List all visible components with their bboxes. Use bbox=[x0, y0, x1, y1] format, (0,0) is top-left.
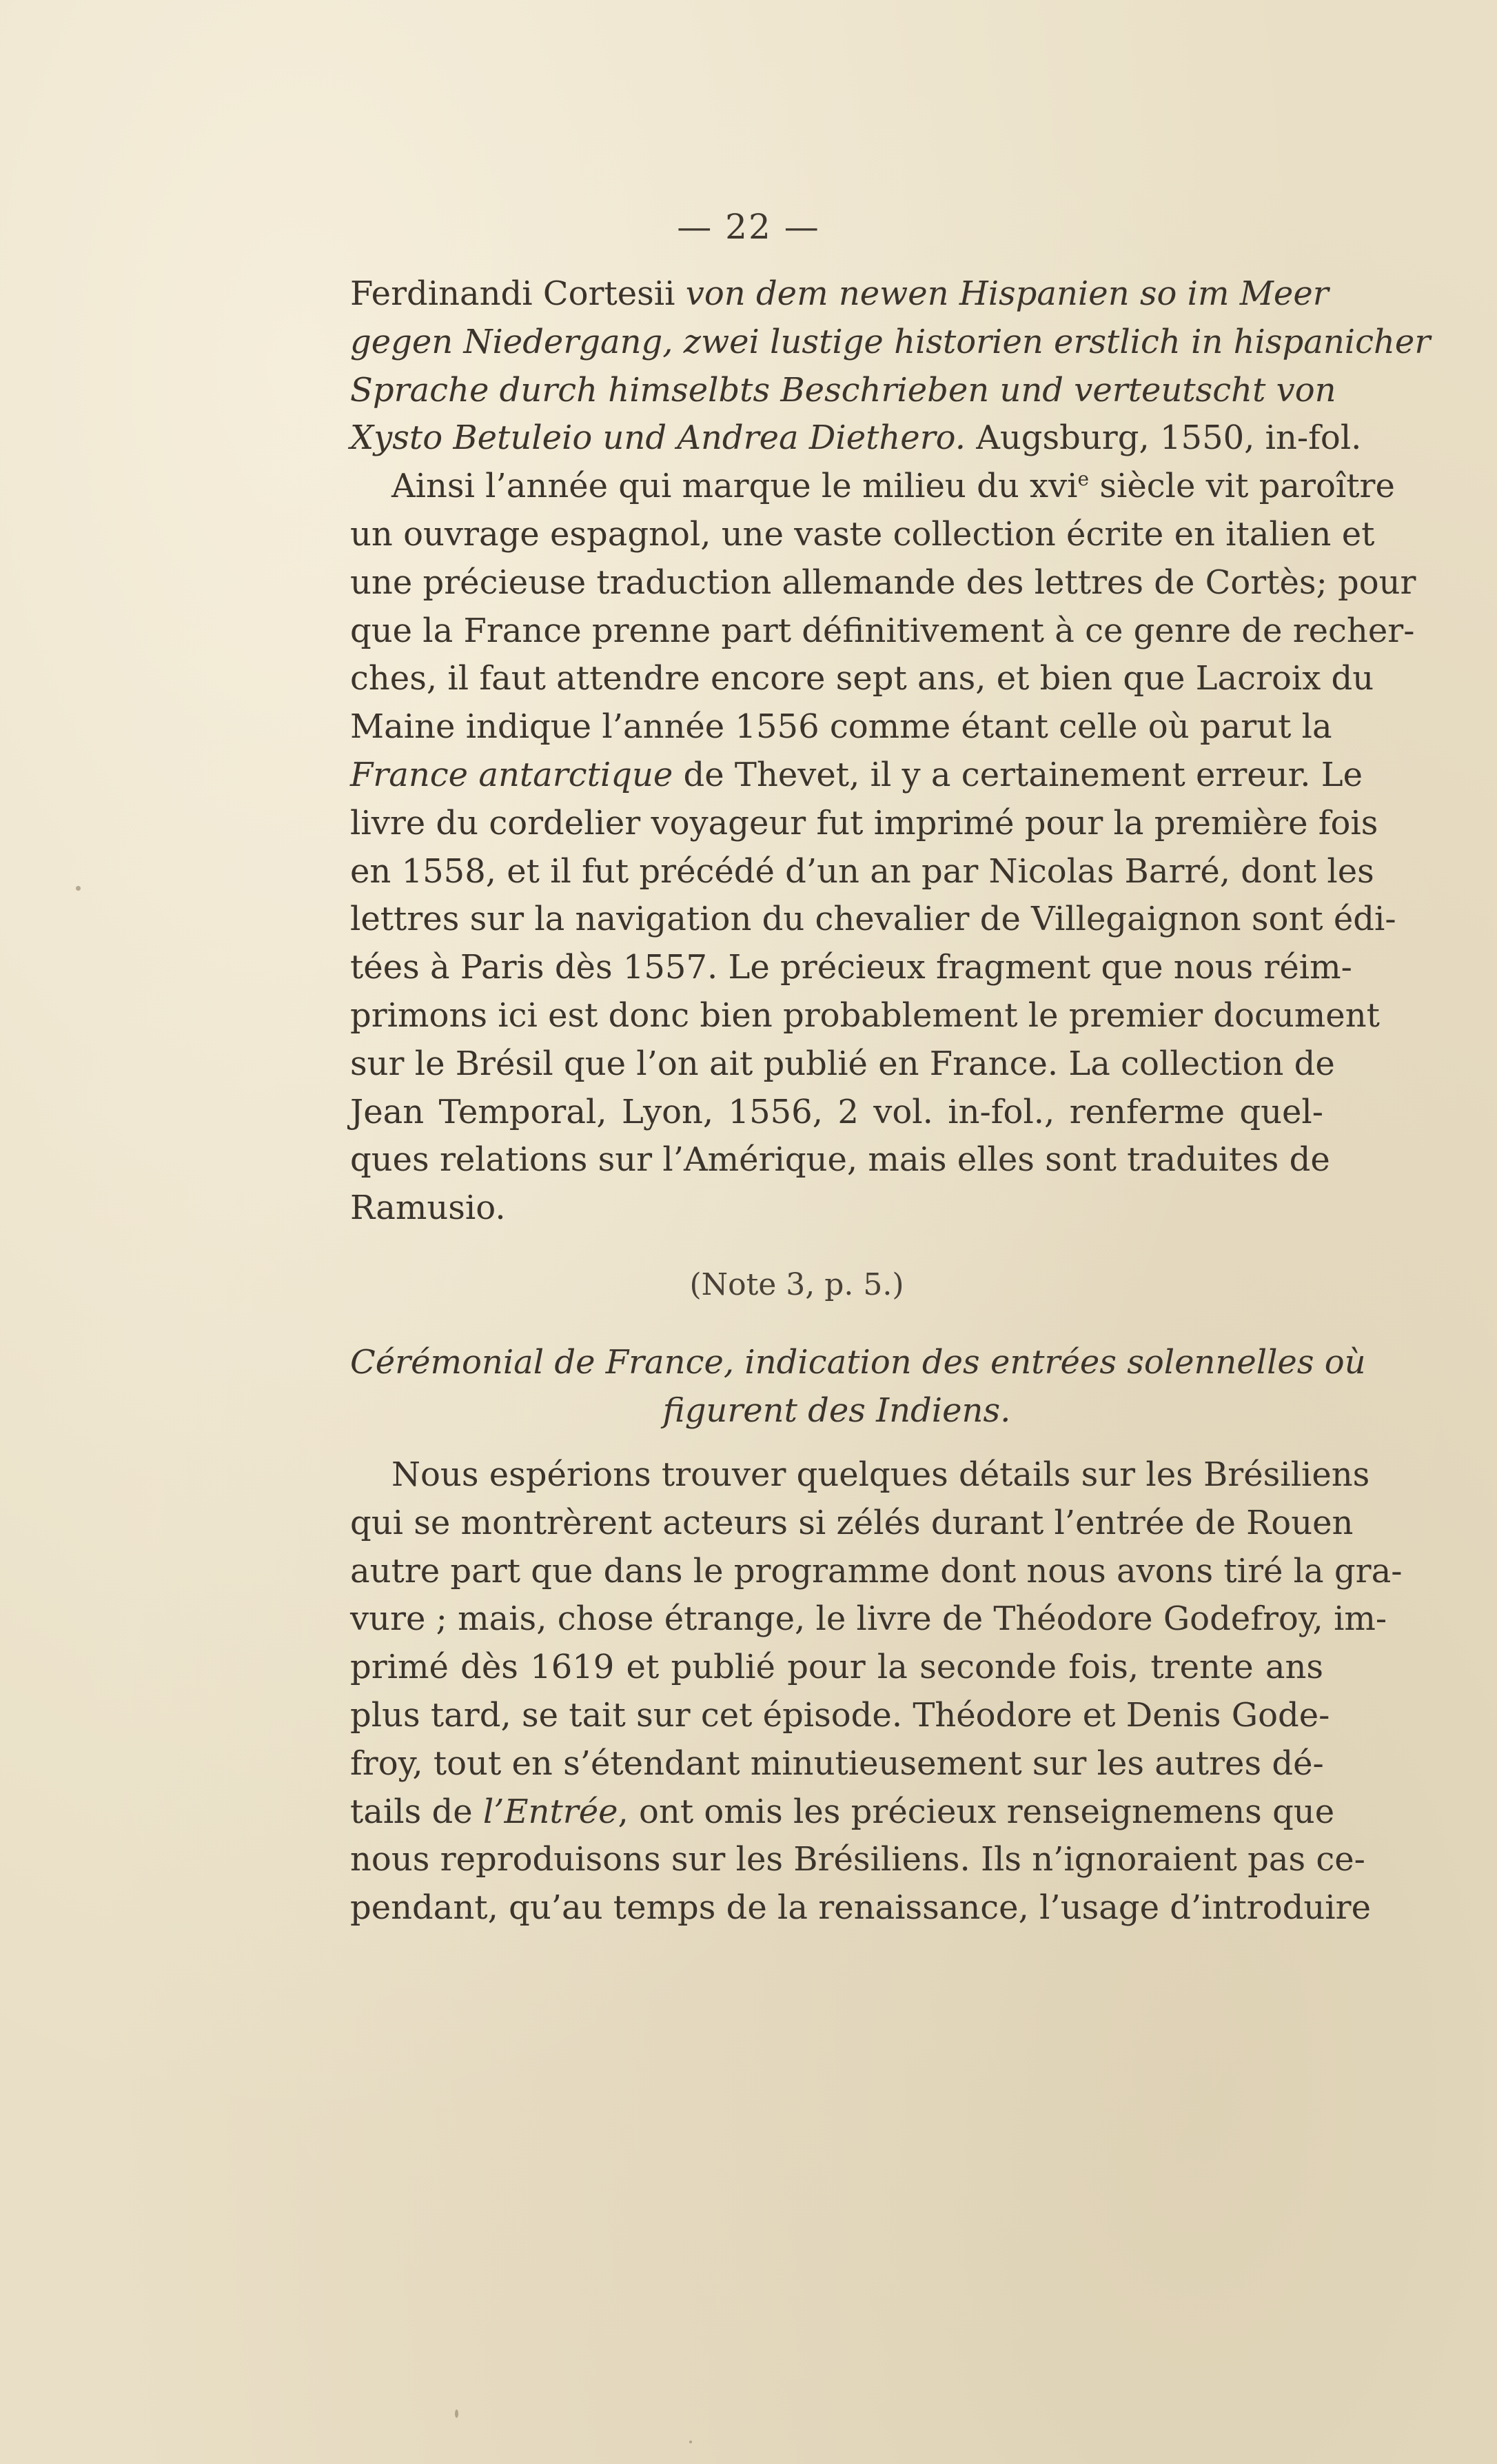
text-run: froy, tout en s’étendant minutieusement sur les autres dé- bbox=[350, 1744, 1324, 1783]
section-heading-line-2: figurent des Indiens. bbox=[662, 1391, 1011, 1430]
paper-speck bbox=[689, 2441, 692, 2443]
paper-speck bbox=[455, 2410, 458, 2418]
paragraph-bibliographic-entry bbox=[350, 270, 1431, 1233]
paragraph-2-line bbox=[350, 992, 1380, 1040]
paragraph-2-line bbox=[350, 800, 1378, 848]
paragraph-3-line bbox=[350, 1836, 1365, 1884]
italic-text: von dem newen Hispanien so im Meer bbox=[685, 274, 1329, 313]
italic-text: gegen Niedergang, zwei lustige historien erstlich in hispanicher bbox=[350, 322, 1431, 361]
paragraph-3-line bbox=[350, 1595, 1387, 1644]
text-run: e bbox=[1077, 467, 1090, 491]
text-run: pendant, qu’au temps de la renaissance, l’usage d’introduire bbox=[350, 1888, 1371, 1928]
paragraph-2-line bbox=[350, 655, 1374, 703]
text-run: primons ici est donc bien probablement le premier document bbox=[350, 996, 1380, 1035]
paragraph-2-line bbox=[350, 944, 1352, 992]
text-run: en 1558, et il fut précédé d’un an par Nicolas Barré, dont les bbox=[350, 851, 1374, 891]
text-run: Ainsi l’année qui marque le milieu du xvi bbox=[391, 467, 1078, 506]
paragraph-3-line bbox=[350, 1884, 1371, 1932]
paragraph-1-line bbox=[350, 414, 1362, 463]
italic-text: Sprache durch himselbts Beschrieben und verteutscht von bbox=[350, 370, 1336, 410]
text-run: siècle vit paroître bbox=[1089, 467, 1395, 506]
paragraph-2-line bbox=[350, 559, 1416, 607]
text-run: une précieuse traduction allemande des lettres de Cortès; pour bbox=[350, 563, 1416, 602]
paragraph-2-line bbox=[350, 1089, 1323, 1137]
paragraph-1-lines bbox=[350, 270, 1431, 463]
paragraph-2-line bbox=[350, 751, 1363, 800]
italic-text: l’Entrée bbox=[482, 1792, 618, 1831]
paragraph-2-line bbox=[350, 607, 1415, 656]
italic-text: France antarctique bbox=[350, 755, 673, 794]
paragraph-3-lines bbox=[350, 1451, 1403, 1932]
text-run: Jean Temporal, Lyon, 1556, 2 vol. in-fol., renferme quel- bbox=[350, 1092, 1323, 1131]
text-run: tails de bbox=[350, 1792, 483, 1831]
paragraph-2-line bbox=[350, 1184, 1323, 1233]
paragraph-2-line bbox=[350, 1136, 1330, 1184]
text-run: nous reproduisons sur les Brésiliens. Ils n’ignoraient pas ce- bbox=[350, 1840, 1365, 1879]
section-heading-line-1: Cérémonial de France, indication des entrées solennelles où bbox=[350, 1343, 1366, 1382]
paragraph-2-lines bbox=[350, 463, 1416, 1233]
note-reference: (Note 3, p. 5.) bbox=[689, 1267, 904, 1302]
text-run: ques relations sur l’Amérique, mais elles sont traduites de bbox=[350, 1140, 1330, 1180]
text-run: primé dès 1619 et publié pour la seconde fois, trente ans bbox=[350, 1648, 1323, 1687]
paragraph-2-line bbox=[350, 703, 1332, 751]
paragraph-3-line bbox=[350, 1644, 1323, 1692]
text-run: un ouvrage espagnol, une vaste collection écrite en italien et bbox=[350, 514, 1375, 554]
text-run: vure ; mais, chose étrange, le livre de Théodore Godefroy, im- bbox=[350, 1599, 1387, 1639]
text-run: Ferdinandi Cortesii bbox=[350, 274, 686, 313]
paragraph-2-line bbox=[350, 463, 1395, 511]
text-run: que la France prenne part définitivement à ce genre de recher- bbox=[350, 611, 1415, 650]
paragraph-3-line bbox=[350, 1451, 1370, 1499]
text-run: lettres sur la navigation du chevalier de Villegaignon sont édi- bbox=[350, 900, 1396, 939]
paragraph-3-line bbox=[350, 1548, 1403, 1596]
text-run: ches, il faut attendre encore sept ans, et bien que Lacroix du bbox=[350, 659, 1374, 698]
italic-text: Xysto Betuleio und Andrea Diethero. bbox=[350, 418, 966, 458]
paragraph-2-line bbox=[350, 896, 1396, 944]
text-run: de Thevet, il y a certainement erreur. Le bbox=[673, 755, 1363, 794]
text-run: plus tard, se tait sur cet épisode. Théodore et Denis Gode- bbox=[350, 1695, 1330, 1735]
paragraph-1-line bbox=[350, 319, 1431, 367]
paragraph-3-line bbox=[350, 1692, 1330, 1740]
text-run: autre part que dans le programme dont nous avons tiré la gra- bbox=[350, 1551, 1403, 1591]
paragraph-entree-discussion bbox=[350, 1451, 1403, 1932]
page-number: — 22 — bbox=[677, 207, 820, 247]
text-run: Ramusio. bbox=[350, 1189, 506, 1228]
text-run: Augsburg, 1550, in-fol. bbox=[965, 418, 1362, 458]
text-run: tées à Paris dès 1557. Le précieux fragment que nous réim- bbox=[350, 948, 1352, 987]
text-run: livre du cordelier voyageur fut imprimé pour la première fois bbox=[350, 803, 1378, 842]
paragraph-2-line bbox=[350, 1040, 1335, 1089]
text-run: Maine indique l’année 1556 comme étant celle où parut la bbox=[350, 707, 1332, 747]
text-run: qui se montrèrent acteurs si zélés durant l’entrée de Rouen bbox=[350, 1503, 1354, 1542]
paragraph-3-line bbox=[350, 1740, 1323, 1788]
text-run: Nous espérions trouver quelques détails sur les Brésiliens bbox=[391, 1455, 1370, 1494]
text-run: sur le Brésil que l’on ait publié en France. La collection de bbox=[350, 1044, 1335, 1083]
paragraph-1-line bbox=[350, 270, 1329, 319]
paragraph-1-line bbox=[350, 367, 1336, 415]
paragraph-2-line bbox=[350, 848, 1374, 896]
text-run: , ont omis les précieux renseignemens que bbox=[618, 1792, 1335, 1831]
paper-speck bbox=[76, 886, 81, 891]
paragraph-3-line bbox=[350, 1788, 1335, 1837]
paragraph-2-line bbox=[350, 511, 1375, 559]
paragraph-3-line bbox=[350, 1499, 1354, 1548]
section-heading bbox=[350, 1337, 1366, 1434]
